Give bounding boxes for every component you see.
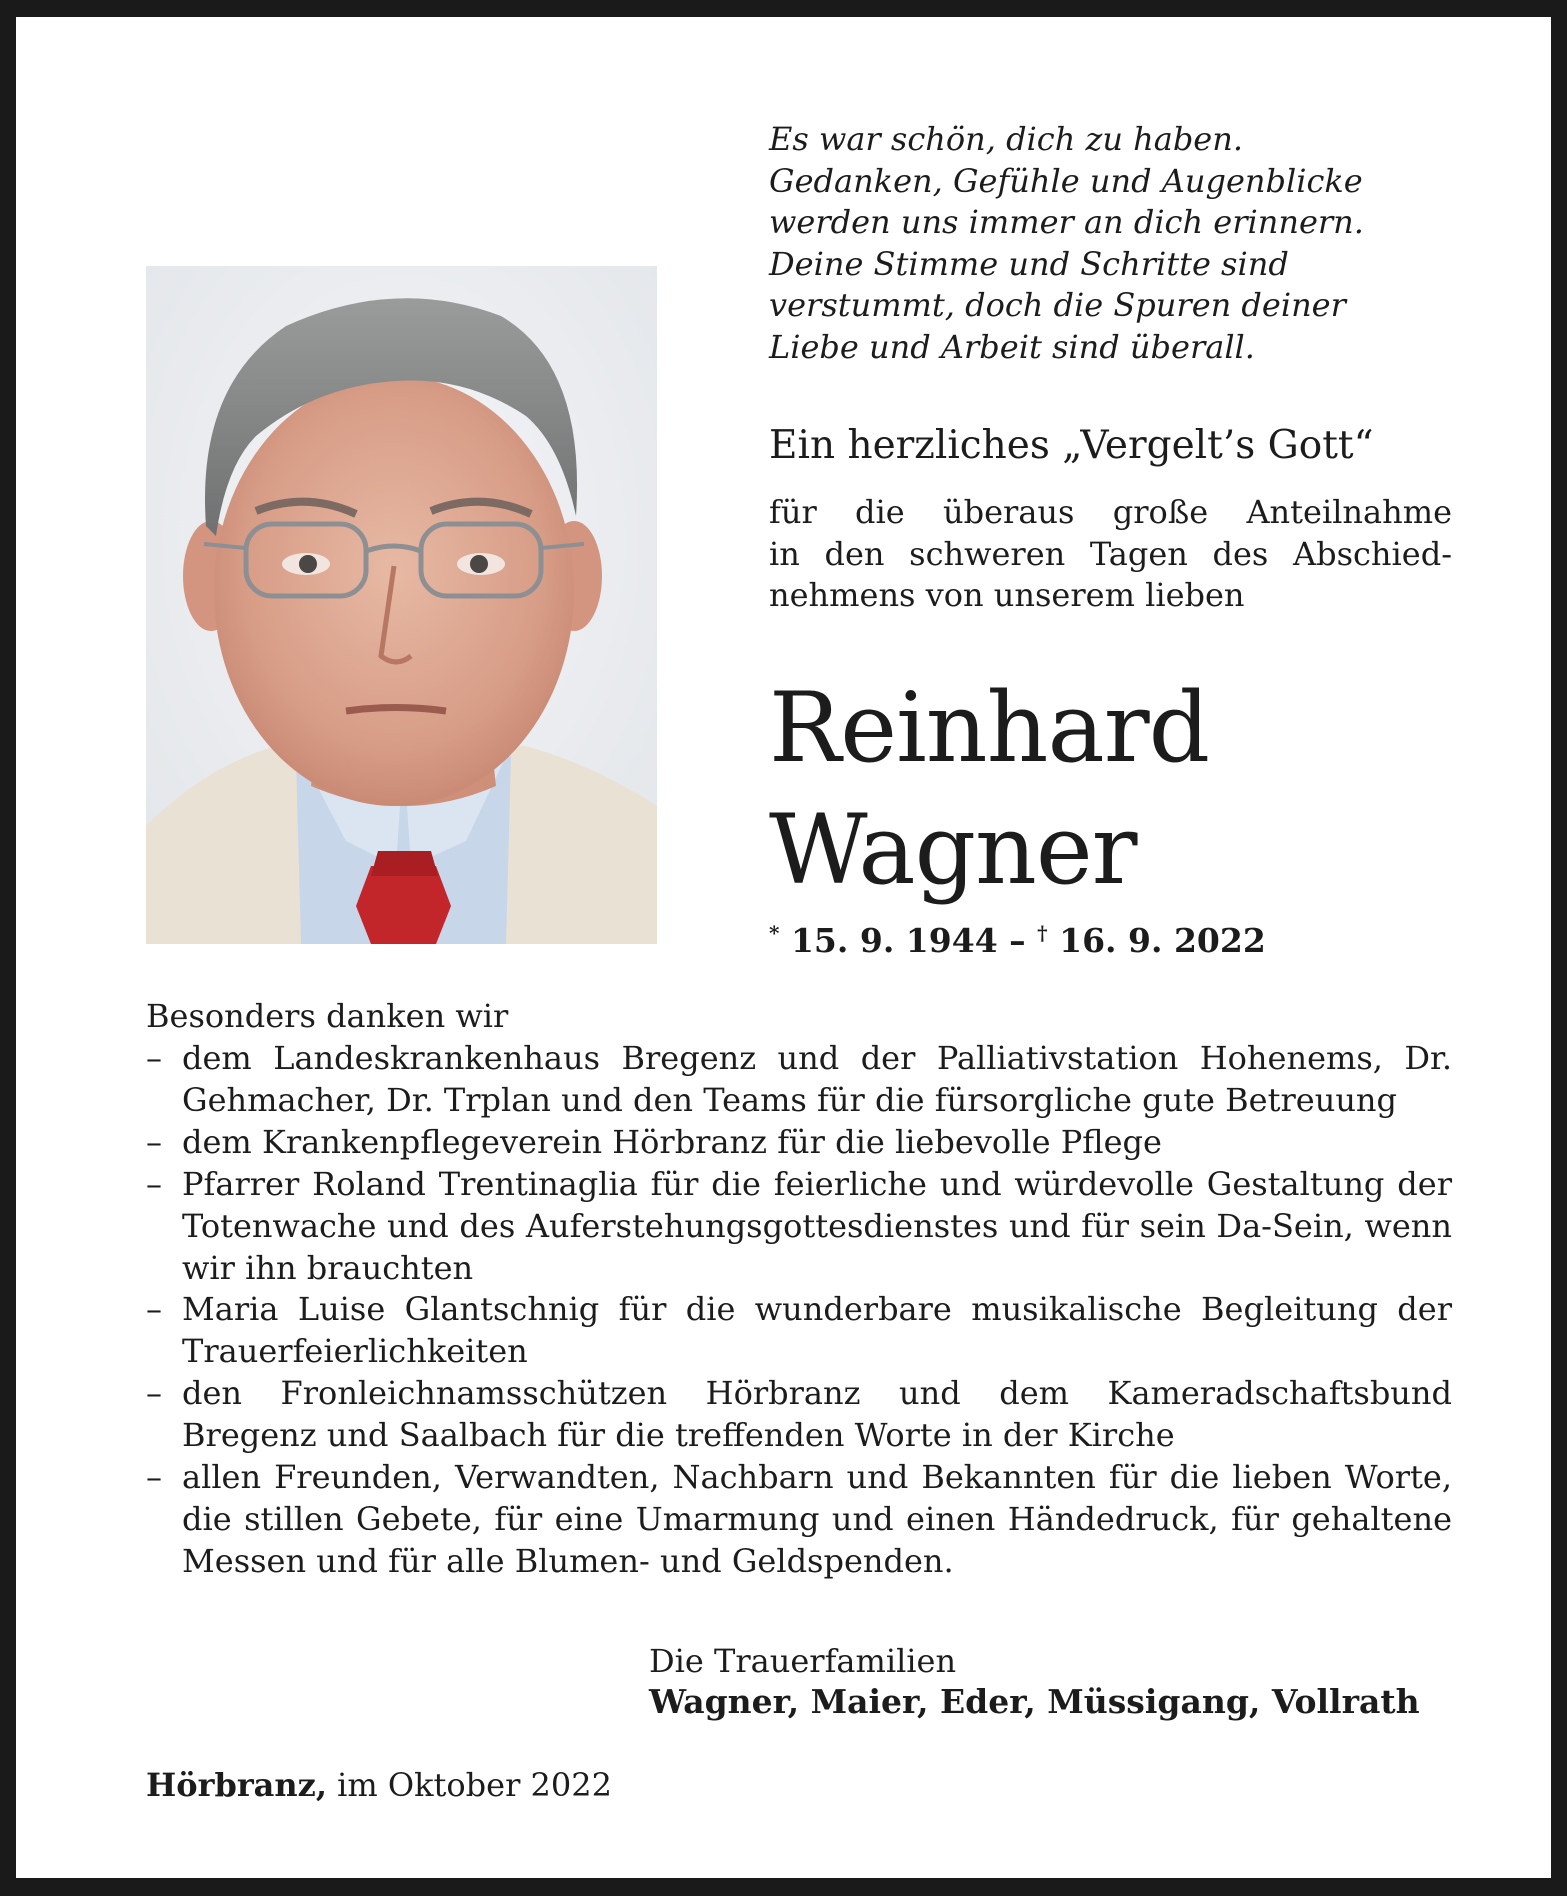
dash-marker: –: [146, 1290, 162, 1329]
life-dates: [769, 912, 1266, 962]
list-item: [146, 1289, 1452, 1373]
list-item: [146, 1373, 1452, 1457]
place-and-date: [146, 1764, 612, 1806]
portrait-image: [146, 266, 657, 944]
list-item-text: den Fronleichnamsschützen Hörbranz und dem Kameradschaftsbund Bregenz und Saalbach für die treffenden Worte in der Kirche: [182, 1374, 1452, 1455]
family-label: Die Trauerfamilien: [649, 1642, 957, 1680]
list-item: [146, 1038, 1452, 1122]
list-item-text: Maria Luise Glantschnig für die wunderbare musikalische Begleitung der Trauerfeierlichkeiten: [182, 1290, 1452, 1371]
list-item: [146, 1457, 1452, 1583]
gratitude-intro: [769, 492, 1452, 617]
list-item-text: dem Landeskrankenhaus Bregenz und der Palliativstation Hohenems, Dr. Gehmacher, Dr. Trplan und den Teams für die fürsorgliche gute Betreuung: [182, 1039, 1452, 1119]
death-date: 16. 9. 2022: [1059, 921, 1266, 960]
obituary-notice: [16, 17, 1551, 1878]
thank-you-heading: Ein herzliches „Vergelt’s Gott“: [769, 423, 1374, 468]
thanks-list: [146, 1038, 1452, 1583]
list-item-text: Pfarrer Roland Trentinaglia für die feierliche und würdevolle Gestaltung der Totenwache und des Auferstehungsgottesdienstes und für sein Da-Sein, wenn wir ihn brauchten: [182, 1164, 1452, 1287]
list-item-text: dem Krankenpflegeverein Hörbranz für die liebevolle Pflege: [182, 1122, 1162, 1161]
memorial-poem: Es war schön, dich zu haben. Gedanken, Gefühle und Augenblicke werden uns immer an dich erinnern. Deine Stimme und Schritte sind verstummt, doch die Spuren deiner Liebe und Arbeit sind überall.: [769, 120, 1364, 366]
list-item: [146, 1164, 1452, 1290]
intro-line: in den schweren Tagen des Abschied-: [769, 534, 1452, 573]
thanks-title: Besonders danken wir: [146, 997, 509, 1035]
dash-marker: –: [146, 1122, 162, 1161]
dash-marker: –: [146, 1374, 162, 1413]
birth-date: 15. 9. 1944: [790, 921, 998, 960]
dash-marker: –: [146, 1458, 162, 1497]
place-name: Hörbranz,: [146, 1766, 327, 1804]
portrait-photo: [146, 266, 657, 944]
death-symbol: †: [1037, 921, 1048, 945]
deceased-name: Reinhard Wagner: [769, 672, 1210, 906]
date-separator: –: [1009, 921, 1026, 960]
date-text: im Oktober 2022: [337, 1766, 612, 1804]
list-item-text: allen Freunden, Verwandten, Nachbarn und Bekannten für die lieben Worte, die stillen Gebete, für eine Umarmung und einen Händedruck, für gehaltene Messen und für alle Blumen- und Geldspenden.: [182, 1458, 1452, 1580]
dash-marker: –: [146, 1039, 162, 1077]
intro-line: nehmens von unserem lieben: [769, 576, 1245, 614]
birth-symbol: *: [769, 921, 780, 945]
dash-marker: –: [146, 1164, 162, 1203]
intro-line: für die überaus große Anteilnahme: [769, 493, 1452, 531]
family-names: Wagner, Maier, Eder, Müssigang, Vollrath: [649, 1682, 1420, 1721]
list-item: [146, 1122, 1452, 1164]
